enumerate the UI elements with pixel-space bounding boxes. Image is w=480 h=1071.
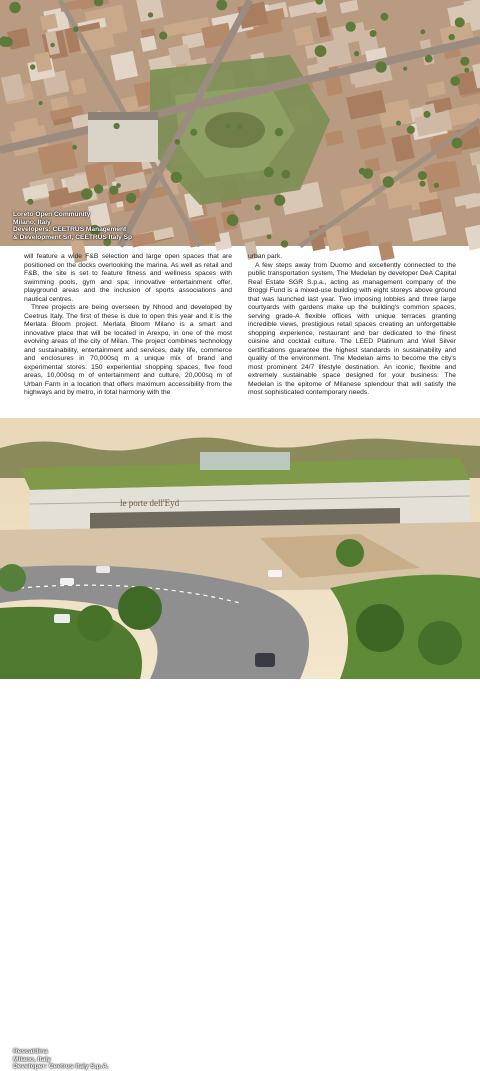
article-column-left — [24, 253, 232, 403]
article-body — [24, 253, 456, 403]
article-column-right — [248, 253, 456, 403]
paragraph: Three projects are being overseen by Nhood and developed by Ceetrus Italy. The first of these is due to open this year and it is the Merlata Bloom project. Merlata Bloom Milano is a smart and innovative place that will be located in Arexpo, in one of the most evolving areas of the city of Milan. The project combines technology and sustainability, entertainment and services, daily life, commerce and enclosures in 70,000sq m a unique mix of brand and experimental stores: 150 experiential shopping spaces, five food areas, 10,000sq m of entertainment and culture, 20,000sq m of Urban Farm in a location that offers maximum accessibility from the highways and by metro, in total harmony with the — [24, 304, 232, 398]
top-photo-caption — [13, 211, 132, 241]
caption-developer: Developer: Ceetrus Italy S.p.A. — [13, 1063, 109, 1071]
caption-developers: Developers: CEETRUS Management — [13, 226, 132, 234]
aerial-city-photo — [0, 0, 480, 246]
caption-location: Milano, Italy — [13, 219, 132, 227]
caption-project-name: Rescaldina — [13, 1048, 109, 1056]
caption-location: Milano, Italy — [13, 1056, 109, 1064]
building-sign: le porte dell'Eyd — [120, 498, 180, 508]
paragraph: urban park. — [248, 253, 456, 262]
paragraph: A few steps away from Duomo and excellently connected to the public transportation system, The Medelan by developer DeA Capital Real Estate SGR S.p.a., acting as management company of the Broggi Fund is a mixed-use building with eight storeys above ground that was launched last year. Two imposing lobbies and three large courtyards with gardens make up the building's common spaces, serving grade-A flexible offices with unique terraces granting incredible views, prestigious retail spaces creating an unforgettable shopping experience, restaurant and bar dedicated to the finest cuisine and cocktail culture. The LEED Platinum and Well Silver certifications guarantee the highest standards in sustainability and quality of the environment. The Medelan aims to become the city's most prominent 24/7 lifestyle destination. An iconic, flexible and extremely sustainable space designed for your business: The Medelan is the epitome of Milanese splendour that will satisfy the most sophisticated contemporary needs. — [248, 262, 456, 398]
shopping-centre-render — [0, 418, 480, 679]
paragraph: will feature a wide F&B selection and large open spaces that are positioned on the docks overlooking the marina. As well as retail and F&B, the site is set to feature fitness and wellness spaces with swimming pools, gym and spa; innovative entertainment offer, playground areas and the inclusion of sports associations and nautical centres. — [24, 253, 232, 304]
bottom-photo-caption — [13, 1048, 109, 1071]
caption-developers-cont: & Development Srl, CEETRUS Italy Sp — [13, 234, 132, 242]
caption-project-name: Loreto Open Community — [13, 211, 132, 219]
